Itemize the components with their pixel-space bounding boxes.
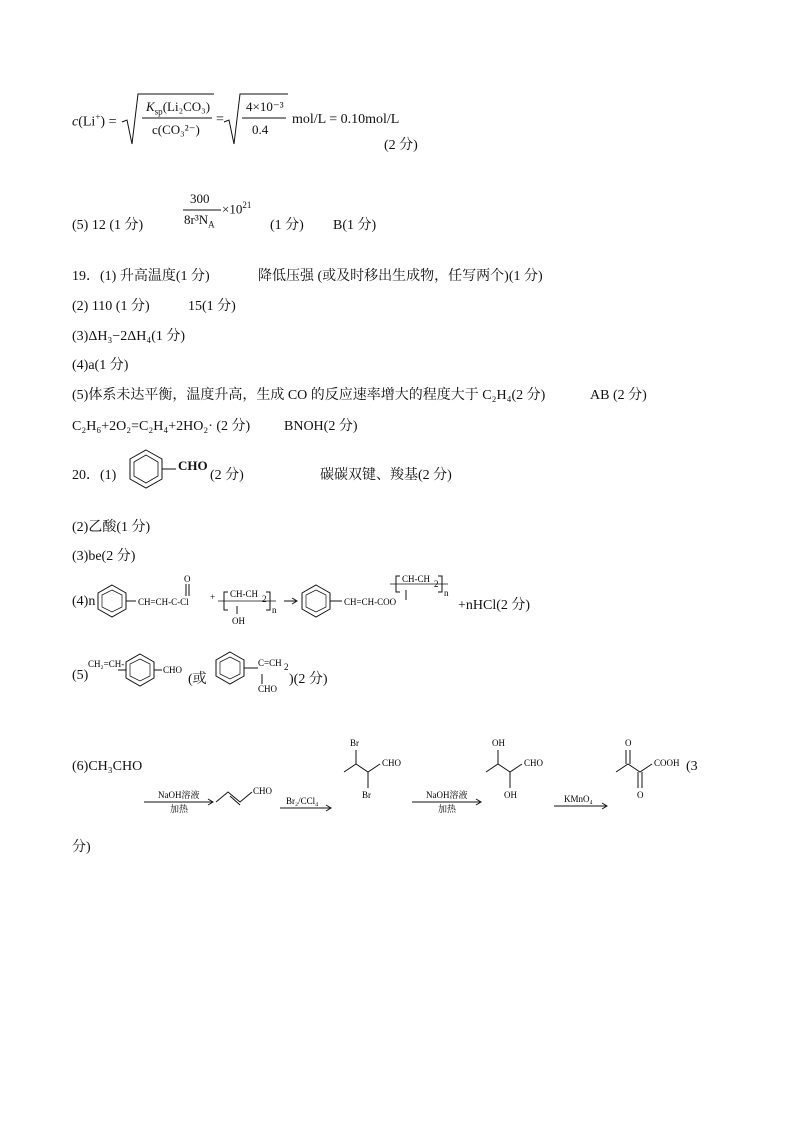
q20-l5-tail: )(2 分) bbox=[289, 672, 328, 687]
l5-alt2-label: CHO bbox=[258, 684, 278, 694]
crotonaldehyde-skeleton bbox=[216, 792, 252, 802]
q20-l4-tail: +nHCl(2 分) bbox=[458, 598, 531, 613]
mult-exp: 21 bbox=[242, 200, 252, 210]
l5-cho-label: CHO bbox=[163, 665, 183, 675]
q20-l6-score-b: 分) bbox=[72, 840, 91, 855]
eq-li-score: (2 分) bbox=[384, 138, 418, 153]
q20-l1-prefix: 20．(1) bbox=[72, 468, 117, 483]
q20-l1-score: (2 分) bbox=[210, 468, 244, 483]
q20-l5-prefix: (5) bbox=[72, 668, 89, 683]
benzene-ring-1-inner bbox=[102, 590, 122, 612]
diol-oh2: OH bbox=[504, 790, 517, 800]
ksp-symbol: K bbox=[146, 99, 155, 114]
q18-5-label: (5) 12 (1 分) bbox=[72, 218, 144, 233]
diol-skeleton bbox=[486, 764, 522, 772]
q18-5-frac-num: 300 bbox=[190, 191, 210, 206]
l4-poly2-sub: 2 bbox=[434, 579, 439, 589]
q20-l2: (2)乙酸(1 分) bbox=[72, 520, 151, 535]
cond4-top: KMnO₄ bbox=[564, 794, 593, 804]
q20-l4-prefix: (4)n bbox=[72, 594, 96, 609]
eq-li-result: mol/L = 0.10mol/L bbox=[292, 112, 400, 127]
eq-li-num bbox=[146, 99, 210, 117]
eq-li-inner-num: 4×10⁻³ bbox=[246, 99, 284, 114]
q19-line5b: AB (2 分) bbox=[590, 388, 647, 403]
l4-n2-label: n bbox=[444, 588, 449, 598]
q19-line2b: 15(1 分) bbox=[188, 299, 236, 314]
cond3-top: NaOH溶液 bbox=[426, 790, 468, 800]
eq-li-inner-den: 0.4 bbox=[252, 122, 269, 137]
benzene-ring-3-inner bbox=[130, 659, 150, 681]
eq-li-equals: = bbox=[216, 112, 224, 127]
q20-l6-route-figure bbox=[140, 730, 700, 820]
q18-5-frac-den bbox=[184, 212, 215, 230]
l5-alt1-label: C=CH bbox=[258, 658, 282, 668]
q19-line5a: (5)体系未达平衡，温度升高，生成 CO 的反应速率增大的程度大于 C₂H₄(2 分) bbox=[72, 388, 546, 403]
q19-line6a: C₂H₆+2O₂=C₂H₄+2HO₂· (2 分) bbox=[72, 419, 251, 434]
l4-oh-label: OH bbox=[232, 616, 245, 626]
l4-poly-label: CH-CH bbox=[230, 589, 259, 599]
frac-den-main: 8r³N bbox=[184, 212, 209, 227]
q20-l1-answer: 碳碳双键、羧基(2 分) bbox=[320, 468, 452, 483]
q18-5-mult bbox=[222, 200, 251, 217]
q18-5-frac-bar bbox=[183, 209, 223, 211]
plus-sign: + bbox=[210, 592, 216, 602]
crotonaldehyde-cho: CHO bbox=[253, 786, 273, 796]
l4-prod-chain-label: CH=CH-COO bbox=[344, 597, 397, 607]
l4-poly2-label: CH-CH bbox=[402, 574, 431, 584]
cond1-top: NaOH溶液 bbox=[158, 790, 200, 800]
l5-vinyl-label: CH₂=CH- bbox=[88, 659, 125, 669]
q20-l6-score-a: (3 bbox=[686, 759, 698, 774]
mult-base: ×10 bbox=[222, 201, 243, 217]
q19-line4: (4)a(1 分) bbox=[72, 358, 129, 373]
l4-o-label: O bbox=[184, 574, 191, 584]
eq-li-den: c(CO₃²⁻) bbox=[152, 122, 200, 137]
l4-poly-sub: 2 bbox=[262, 594, 267, 604]
q20-l3: (3)be(2 分) bbox=[72, 549, 136, 564]
l4-n-label: n bbox=[272, 605, 277, 615]
q19-line1a: 19．(1) 升高温度(1 分) bbox=[72, 269, 210, 284]
l5-alt1-sub: 2 bbox=[284, 662, 289, 672]
q19-line1b: 降低压强 (或及时移出生成物，任写两个)(1 分) bbox=[258, 269, 543, 284]
ketoacid-cooh: COOH bbox=[654, 758, 680, 768]
benzaldehyde-structure bbox=[126, 448, 186, 492]
q19-line3: (3)ΔH₃−2ΔH₄(1 分) bbox=[72, 329, 186, 344]
ksp-sub: sp bbox=[154, 106, 163, 117]
ketoacid-o2: O bbox=[637, 790, 644, 800]
dibromo-skeleton bbox=[344, 764, 380, 772]
diol-oh1: OH bbox=[492, 738, 505, 748]
benzene-ring-2-inner bbox=[306, 590, 326, 612]
dibromo-cho: CHO bbox=[382, 758, 402, 768]
dibromo-br2: Br bbox=[362, 790, 371, 800]
ksp-arg: (Li₂CO₃) bbox=[162, 99, 211, 114]
q19-line2a: (2) 110 (1 分) bbox=[72, 299, 150, 314]
q20-l5-or: (或 bbox=[188, 672, 207, 687]
cond2-top: Br₂/CCl₄ bbox=[286, 796, 319, 806]
dibromo-br1: Br bbox=[350, 738, 359, 748]
benzaldehyde-cho-label: CHO bbox=[178, 458, 208, 473]
ketoacid-o1: O bbox=[625, 738, 632, 748]
eq-li-lhs: c(Li+) = bbox=[72, 112, 117, 130]
cond3-bot: 加热 bbox=[438, 804, 457, 814]
q18-5-answer2: B(1 分) bbox=[333, 218, 377, 233]
diol-cho: CHO bbox=[524, 758, 544, 768]
frac-den-sub: A bbox=[208, 219, 215, 230]
q18-5-score: (1 分) bbox=[270, 218, 304, 233]
q20-l6-prefix: (6)CH₃CHO bbox=[72, 759, 143, 774]
ketoacid-skeleton bbox=[616, 764, 652, 772]
cond1-bot: 加热 bbox=[170, 804, 189, 814]
l4-chain-label: CH=CH-C-Cl bbox=[138, 597, 189, 607]
benzene-ring-4-inner bbox=[220, 657, 240, 679]
q19-line6b: BNOH(2 分) bbox=[284, 419, 358, 434]
